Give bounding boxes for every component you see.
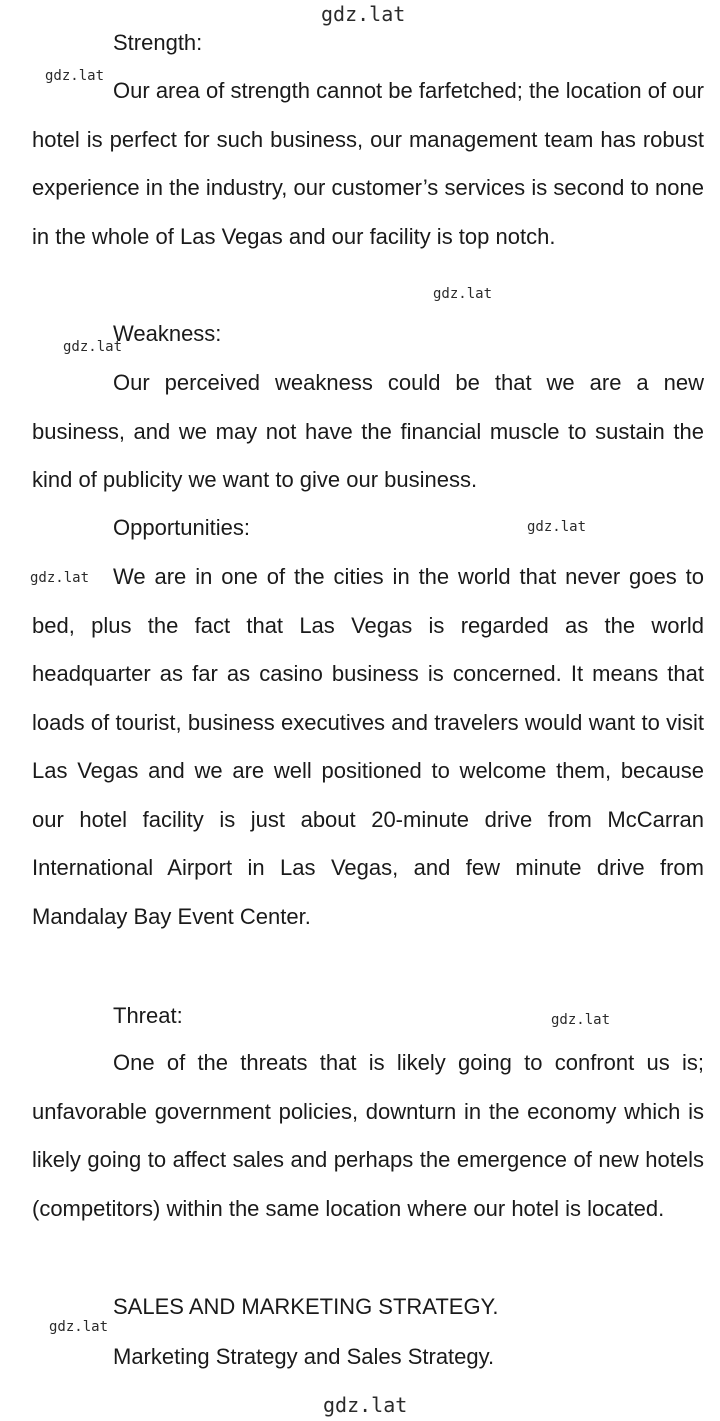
- watermark: gdz.lat: [49, 1319, 109, 1335]
- watermark: gdz.lat: [527, 519, 587, 535]
- section-text-strength: Our area of strength cannot be farfetched; the location of our hotel is perfect for such business, our management team has robust experience in the industry, our customer’s services is second to none in the whole of Las Vegas and our facility is top notch.: [32, 78, 704, 249]
- watermark: gdz.lat: [63, 339, 123, 355]
- section-heading-sales-marketing: SALES AND MARKETING STRATEGY.: [113, 1294, 499, 1319]
- section-heading-strength: Strength:: [113, 30, 203, 55]
- watermark: gdz.lat: [30, 570, 90, 586]
- section-text-opportunities: We are in one of the cities in the world that never goes to bed, plus the fact that Las Vegas is regarded as the world headquarter as far as casino business is concerned. It means that loads of tourist, business executives and travelers would want to visit Las Vegas and we are well positioned to welcome them, because our hotel facility is just about 20-minute drive from McCarran International Airport in Las Vegas, and few minute drive from Mandalay Bay Event Center.: [32, 564, 704, 929]
- section-heading-opportunities: Opportunities:: [113, 515, 250, 540]
- section-text-threat: One of the threats that is likely going to confront us is; unfavorable government policies, downturn in the economy which is likely going to affect sales and perhaps the emergence of new hotels (competitors) within the same location where our hotel is located.: [32, 1050, 704, 1221]
- section-heading-threat: Threat:: [113, 1003, 183, 1028]
- section-text-weakness: Our perceived weakness could be that we are a new business, and we may not have the financial muscle to sustain the kind of publicity we want to give our business.: [32, 370, 704, 492]
- watermark-bottom: gdz.lat: [323, 1393, 408, 1417]
- watermark-top: gdz.lat: [321, 2, 406, 26]
- section-heading-weakness: Weakness:: [113, 321, 222, 346]
- watermark: gdz.lat: [433, 286, 493, 302]
- watermark: gdz.lat: [551, 1012, 611, 1028]
- subheading-marketing-sales-strategy: Marketing Strategy and Sales Strategy.: [113, 1344, 495, 1369]
- watermark: gdz.lat: [45, 68, 105, 84]
